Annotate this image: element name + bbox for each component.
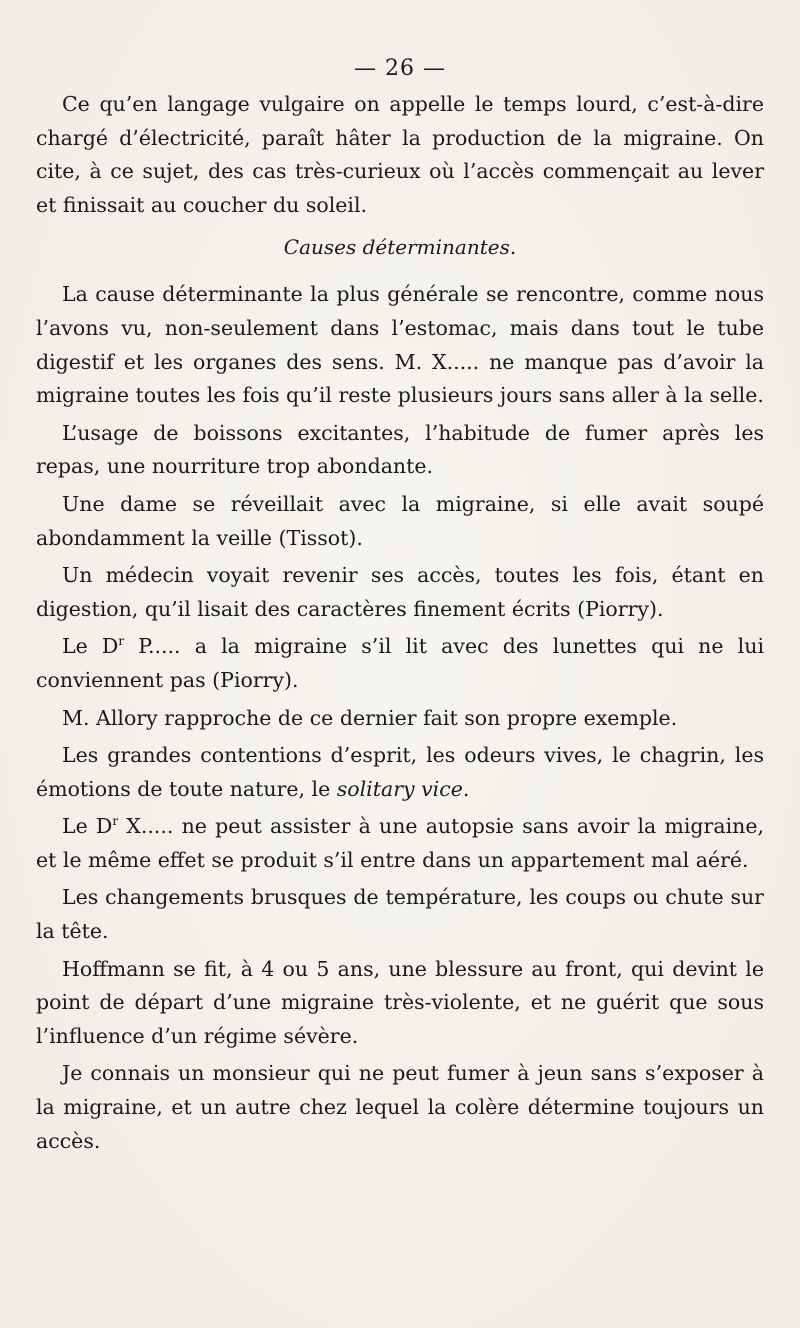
paragraph-autopsy xyxy=(36,810,764,877)
text-segment: Le D xyxy=(62,634,119,659)
paragraph-smoking: Je connais un monsieur qui ne peut fumer à jeun sans s’exposer à la migraine, et un autre chez lequel la colère détermine toujours un accès. xyxy=(36,1061,764,1153)
paragraph-emotions xyxy=(36,739,764,806)
paragraph-tissot: Une dame se réveillait avec la migraine, si elle avait soupé abondamment la veille (Tissot). xyxy=(36,491,764,550)
text-segment: . xyxy=(462,776,470,801)
paragraph-hoffmann: Hoffmann se fit, à 4 ou 5 ans, une blessure au front, qui devint le point de départ d’une migraine très-violente, et ne guérit que sous l’influence d’un régime sévère. xyxy=(36,956,764,1048)
paragraph-digestive: La cause déterminante la plus générale se rencontre, comme nous l’avons vu, non-seulement dans l’estomac, mais dans tout le tube digestif et les organes des sens. M. X..... ne manque pas d’avoir la migraine toutes les fois qu’il reste plusieurs jours sans aller à la selle. xyxy=(36,282,764,408)
text-segment: Le D xyxy=(62,814,113,839)
superscript: r xyxy=(112,814,119,829)
paragraph-doctor-reading: Un médecin voyait revenir ses accès, toutes les fois, étant en digestion, qu’il lisait des caractères finement écrits (Piorry). xyxy=(36,563,764,621)
italic-phrase: solitary vice xyxy=(336,776,463,801)
paragraph-glasses xyxy=(36,630,764,697)
paragraph-weather: Ce qu’en langage vulgaire on appelle le temps lourd, c’est-à-dire chargé d’électricité, paraît hâter la production de la migraine. On cite, à ce sujet, des cas très-curieux où l’accès commençait au lever et finissait au coucher du soleil. xyxy=(36,92,764,217)
paragraph-drinks: L’usage de boissons excitantes, l’habitude de fumer après les repas, une nourriture trop abondante. xyxy=(36,420,764,479)
page-number: — 26 — xyxy=(354,56,446,81)
text-segment: X..... ne peut assister à une autopsie sans avoir la migraine, et le même effet se produit s’il entre dans un appartement mal aéré. xyxy=(36,814,764,872)
superscript: r xyxy=(118,634,125,649)
text-segment: Les grandes contentions d’esprit, les odeurs vives, le chagrin, les émotions de toute nature, le xyxy=(36,743,764,801)
paragraph-allory: M. Allory rapproche de ce dernier fait son propre exemple. xyxy=(62,705,678,730)
paragraph-temperature: Les changements brusques de température, les coups ou chute sur la tête. xyxy=(36,885,764,944)
text-segment: P..... a la migraine s’il lit avec des lunettes qui ne lui conviennent pas (Piorry). xyxy=(36,634,764,692)
page-body xyxy=(36,88,764,1158)
section-heading: Causes déterminantes. xyxy=(283,235,517,260)
